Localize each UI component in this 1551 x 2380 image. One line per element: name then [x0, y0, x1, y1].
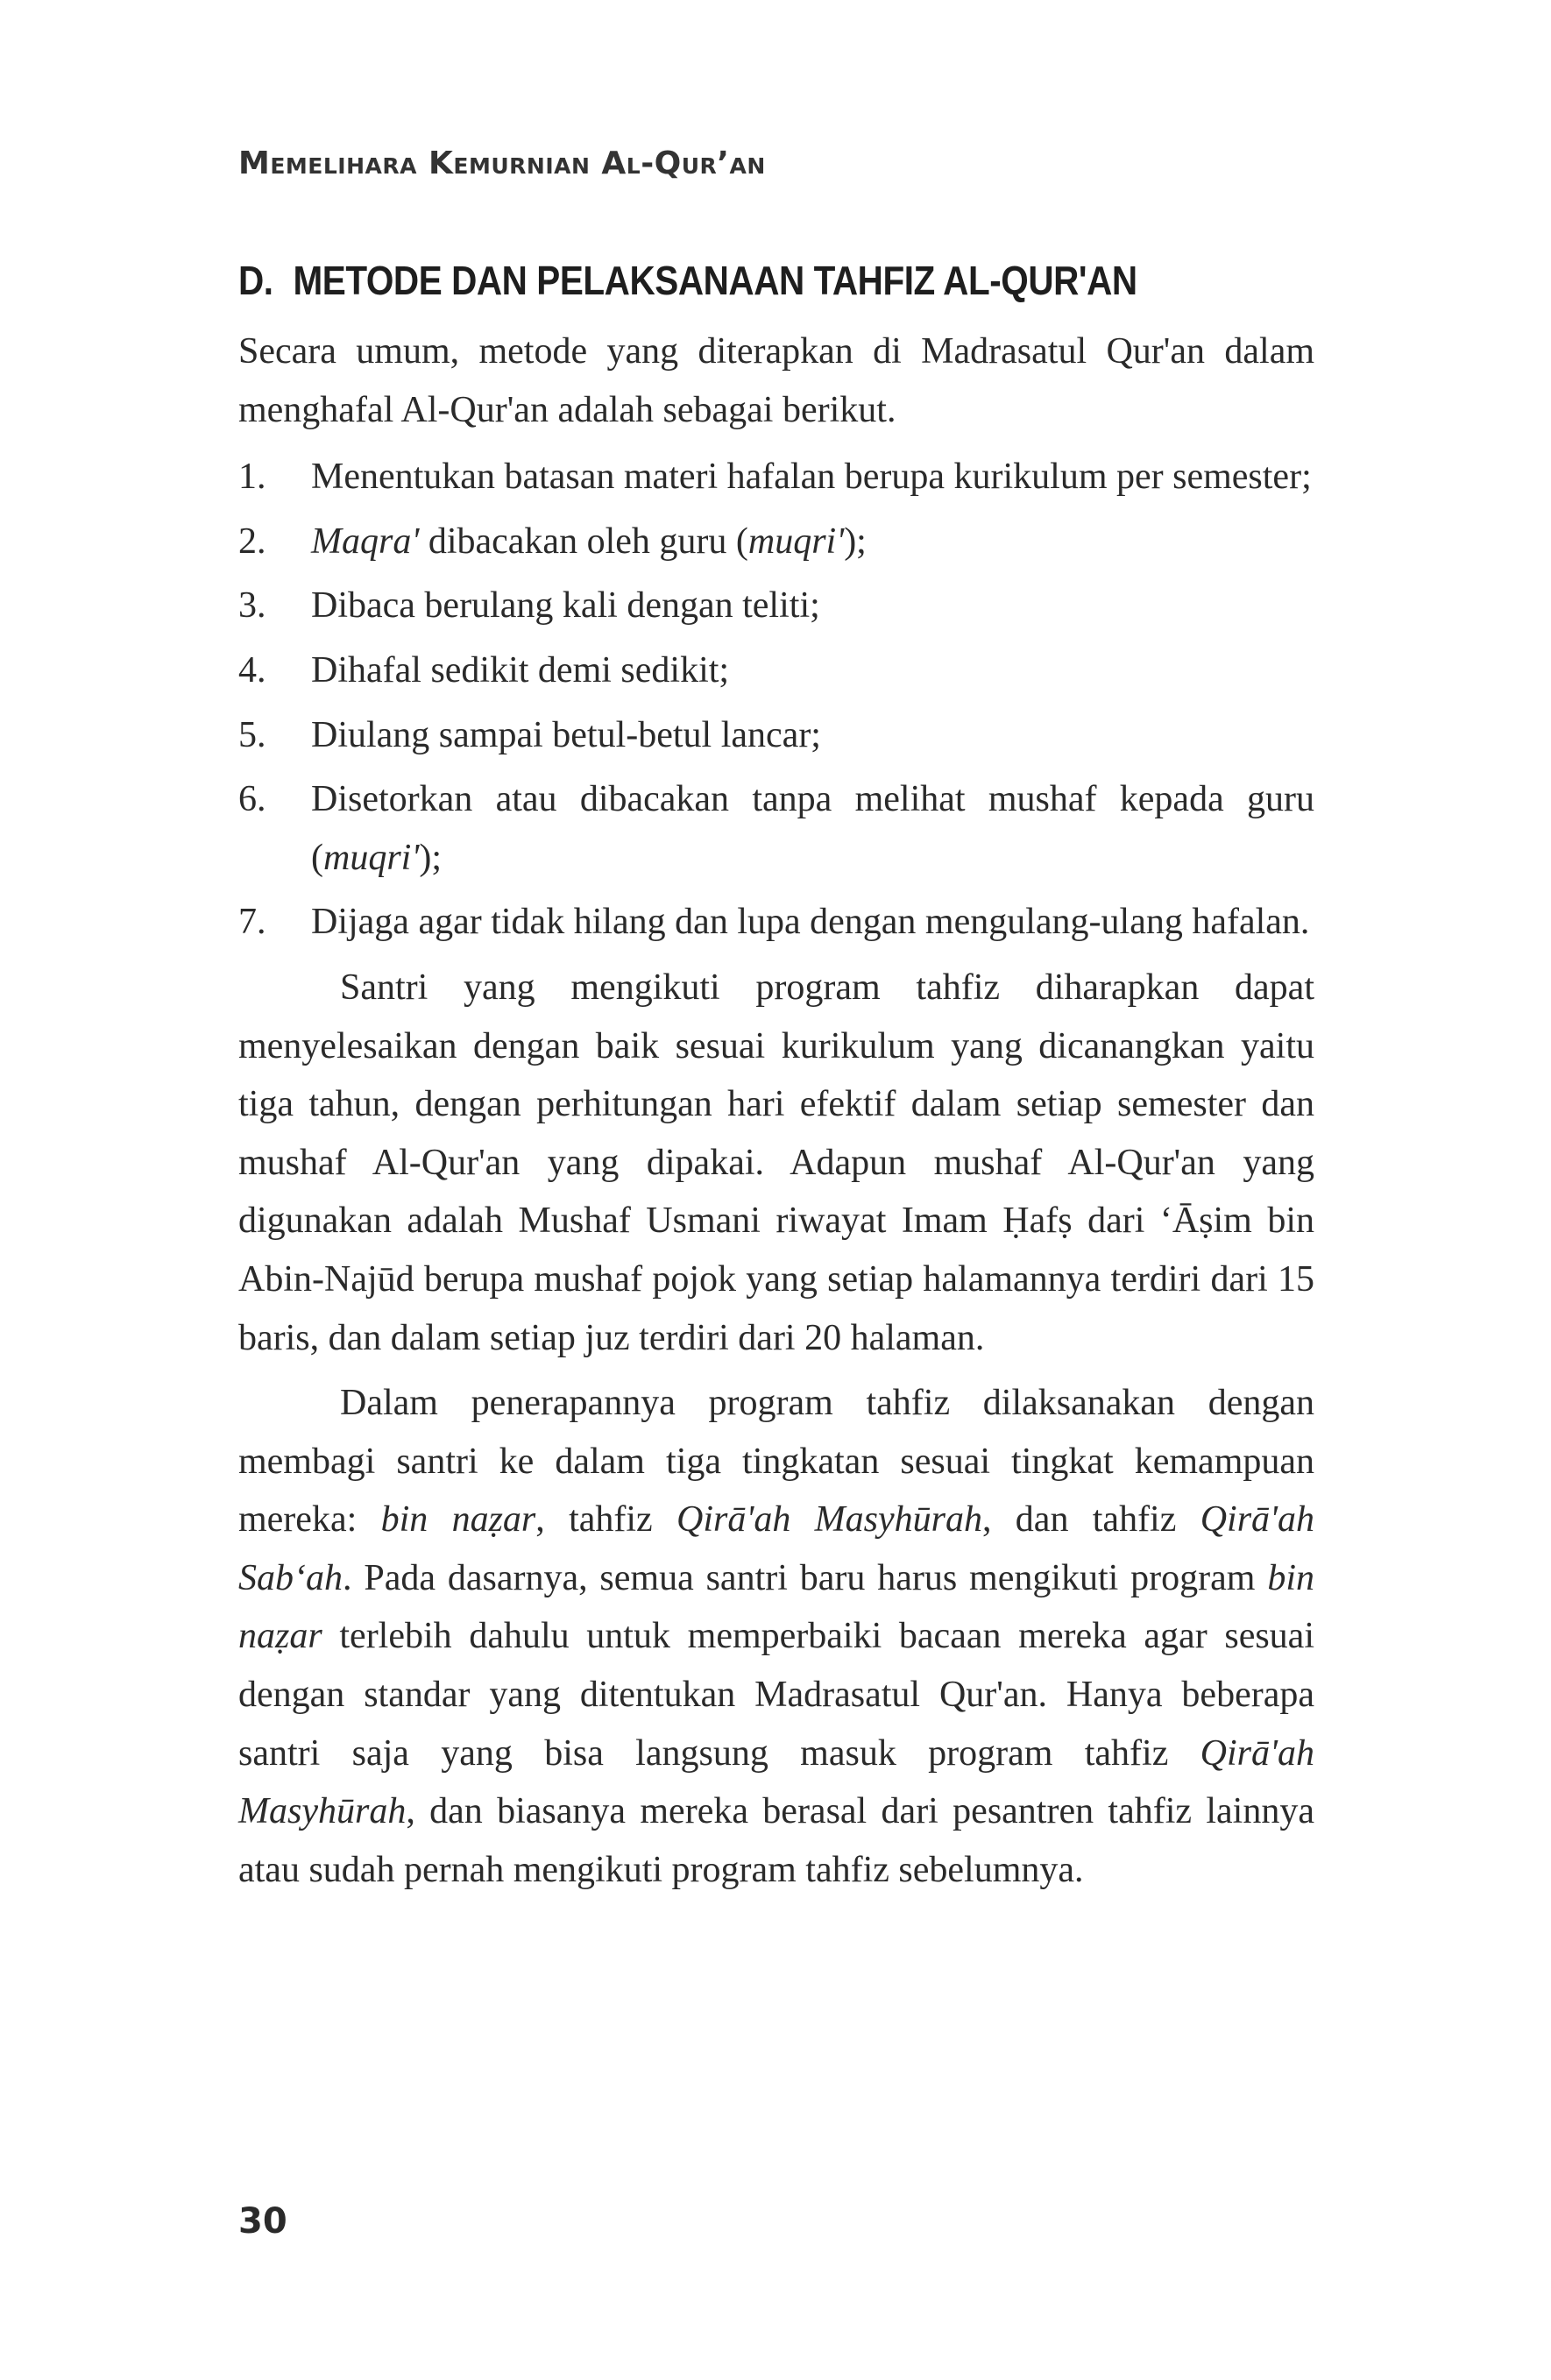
list-item-number: 2.: [238, 521, 266, 562]
section-letter: D.: [238, 258, 273, 303]
running-header: [238, 145, 766, 181]
italic-term: Qirā'ah Masyhūrah: [676, 1499, 982, 1541]
section-heading: [238, 254, 1186, 307]
text-run: dibacakan oleh guru (: [419, 521, 748, 562]
list-item-number: 7.: [238, 902, 266, 943]
list-item-text: Dihafal sedikit demi sedikit;: [311, 649, 730, 691]
section-title: METODE DAN PELAKSANAAN TAHFIZ AL-QUR'AN: [293, 258, 1137, 303]
text-run: Dalam penerapannya program tahfiz dilaksanakan dengan membagi santri ke dalam tiga tingkatan sesuai tingkat kemampuan mereka:: [238, 1383, 1314, 1541]
italic-term: muqri': [323, 837, 420, 878]
list-item: [238, 513, 1314, 571]
list-item-text: [311, 513, 1314, 571]
italic-term: bin naẓar: [238, 1557, 1314, 1657]
text-run: terlebih dahulu untuk memperbaiki bacaan mereka agar sesuai dengan standar yang ditentukan Madrasatul Qur'an. Hanya beberapa santri saja yang bisa langsung masuk program tahfiz: [238, 1616, 1314, 1774]
running-header-text: Memelihara Kemurnian Al-Qur’an: [238, 145, 766, 181]
list-item: [238, 577, 1314, 635]
list-item-number: 5.: [238, 714, 266, 755]
list-item: [238, 893, 1314, 952]
list-item: [238, 641, 1314, 700]
paragraph-program-duration: Santri yang mengikuti program tahfiz diharapkan dapat menyelesaikan dengan baik sesuai kurikulum yang dicanangkan yaitu tiga tahun, dengan perhitungan hari efektif dalam setiap semester dan mushaf Al-Qur'an yang dipakai. Adapun mushaf Al-Qur'an yang digunakan adalah Mushaf Usmani riwayat Imam Ḥafṣ dari ‘Āṣim bin Abin-Najūd berupa mushaf pojok yang setiap halamannya terdiri dari 15 baris, dan dalam setiap juz terdiri dari 20 halaman.: [238, 967, 1314, 1358]
list-item-text: Diulang sampai betul-betul lancar;: [311, 714, 821, 755]
list-item: [238, 770, 1314, 887]
intro-paragraph: Secara umum, metode yang diterapkan di Madrasatul Qur'an dalam menghafal Al-Qur'an adalah sebagai berikut.: [238, 331, 1314, 430]
method-steps-list: [238, 448, 1314, 952]
list-item-number: 3.: [238, 585, 266, 627]
page-number: 30: [238, 2201, 287, 2242]
text-run: . Pada dasarnya, semua santri baru harus mengikuti program: [343, 1557, 1268, 1598]
text-run: , dan biasanya mereka berasal dari pesantren tahfiz lainnya atau sudah pernah mengikuti program tahfiz sebelumnya.: [238, 1791, 1314, 1890]
page-content: [238, 254, 1314, 1899]
list-item-text: Menentukan batasan materi hafalan berupa kurikulum per semester;: [311, 457, 1312, 498]
text-run: , dan tahfiz: [981, 1499, 1200, 1541]
list-item-number: 6.: [238, 779, 266, 820]
italic-term: Qirā'ah Sab‘ah: [238, 1499, 1315, 1598]
list-item-text: Dibaca berulang kali dengan teliti;: [311, 585, 820, 627]
paragraph-program-levels: [238, 1374, 1314, 1899]
list-item-number: 1.: [238, 457, 266, 498]
italic-term: muqri': [747, 521, 845, 562]
list-item: [238, 448, 1314, 506]
list-item-number: 4.: [238, 649, 266, 691]
text-run: Disetorkan atau dibacakan tanpa melihat mushaf kepada guru (: [311, 779, 1314, 878]
text-run: );: [419, 837, 442, 878]
list-item-text: [311, 770, 1314, 887]
italic-term: Maqra': [311, 521, 420, 562]
list-item-text: Dijaga agar tidak hilang dan lupa dengan mengulang-ulang hafalan.: [311, 902, 1310, 943]
text-run: , tahfiz: [535, 1499, 677, 1541]
list-item: [238, 706, 1314, 765]
italic-term: bin naẓar: [380, 1499, 536, 1541]
text-run: );: [844, 521, 867, 562]
italic-term: Qirā'ah Masyhūrah: [238, 1732, 1314, 1832]
